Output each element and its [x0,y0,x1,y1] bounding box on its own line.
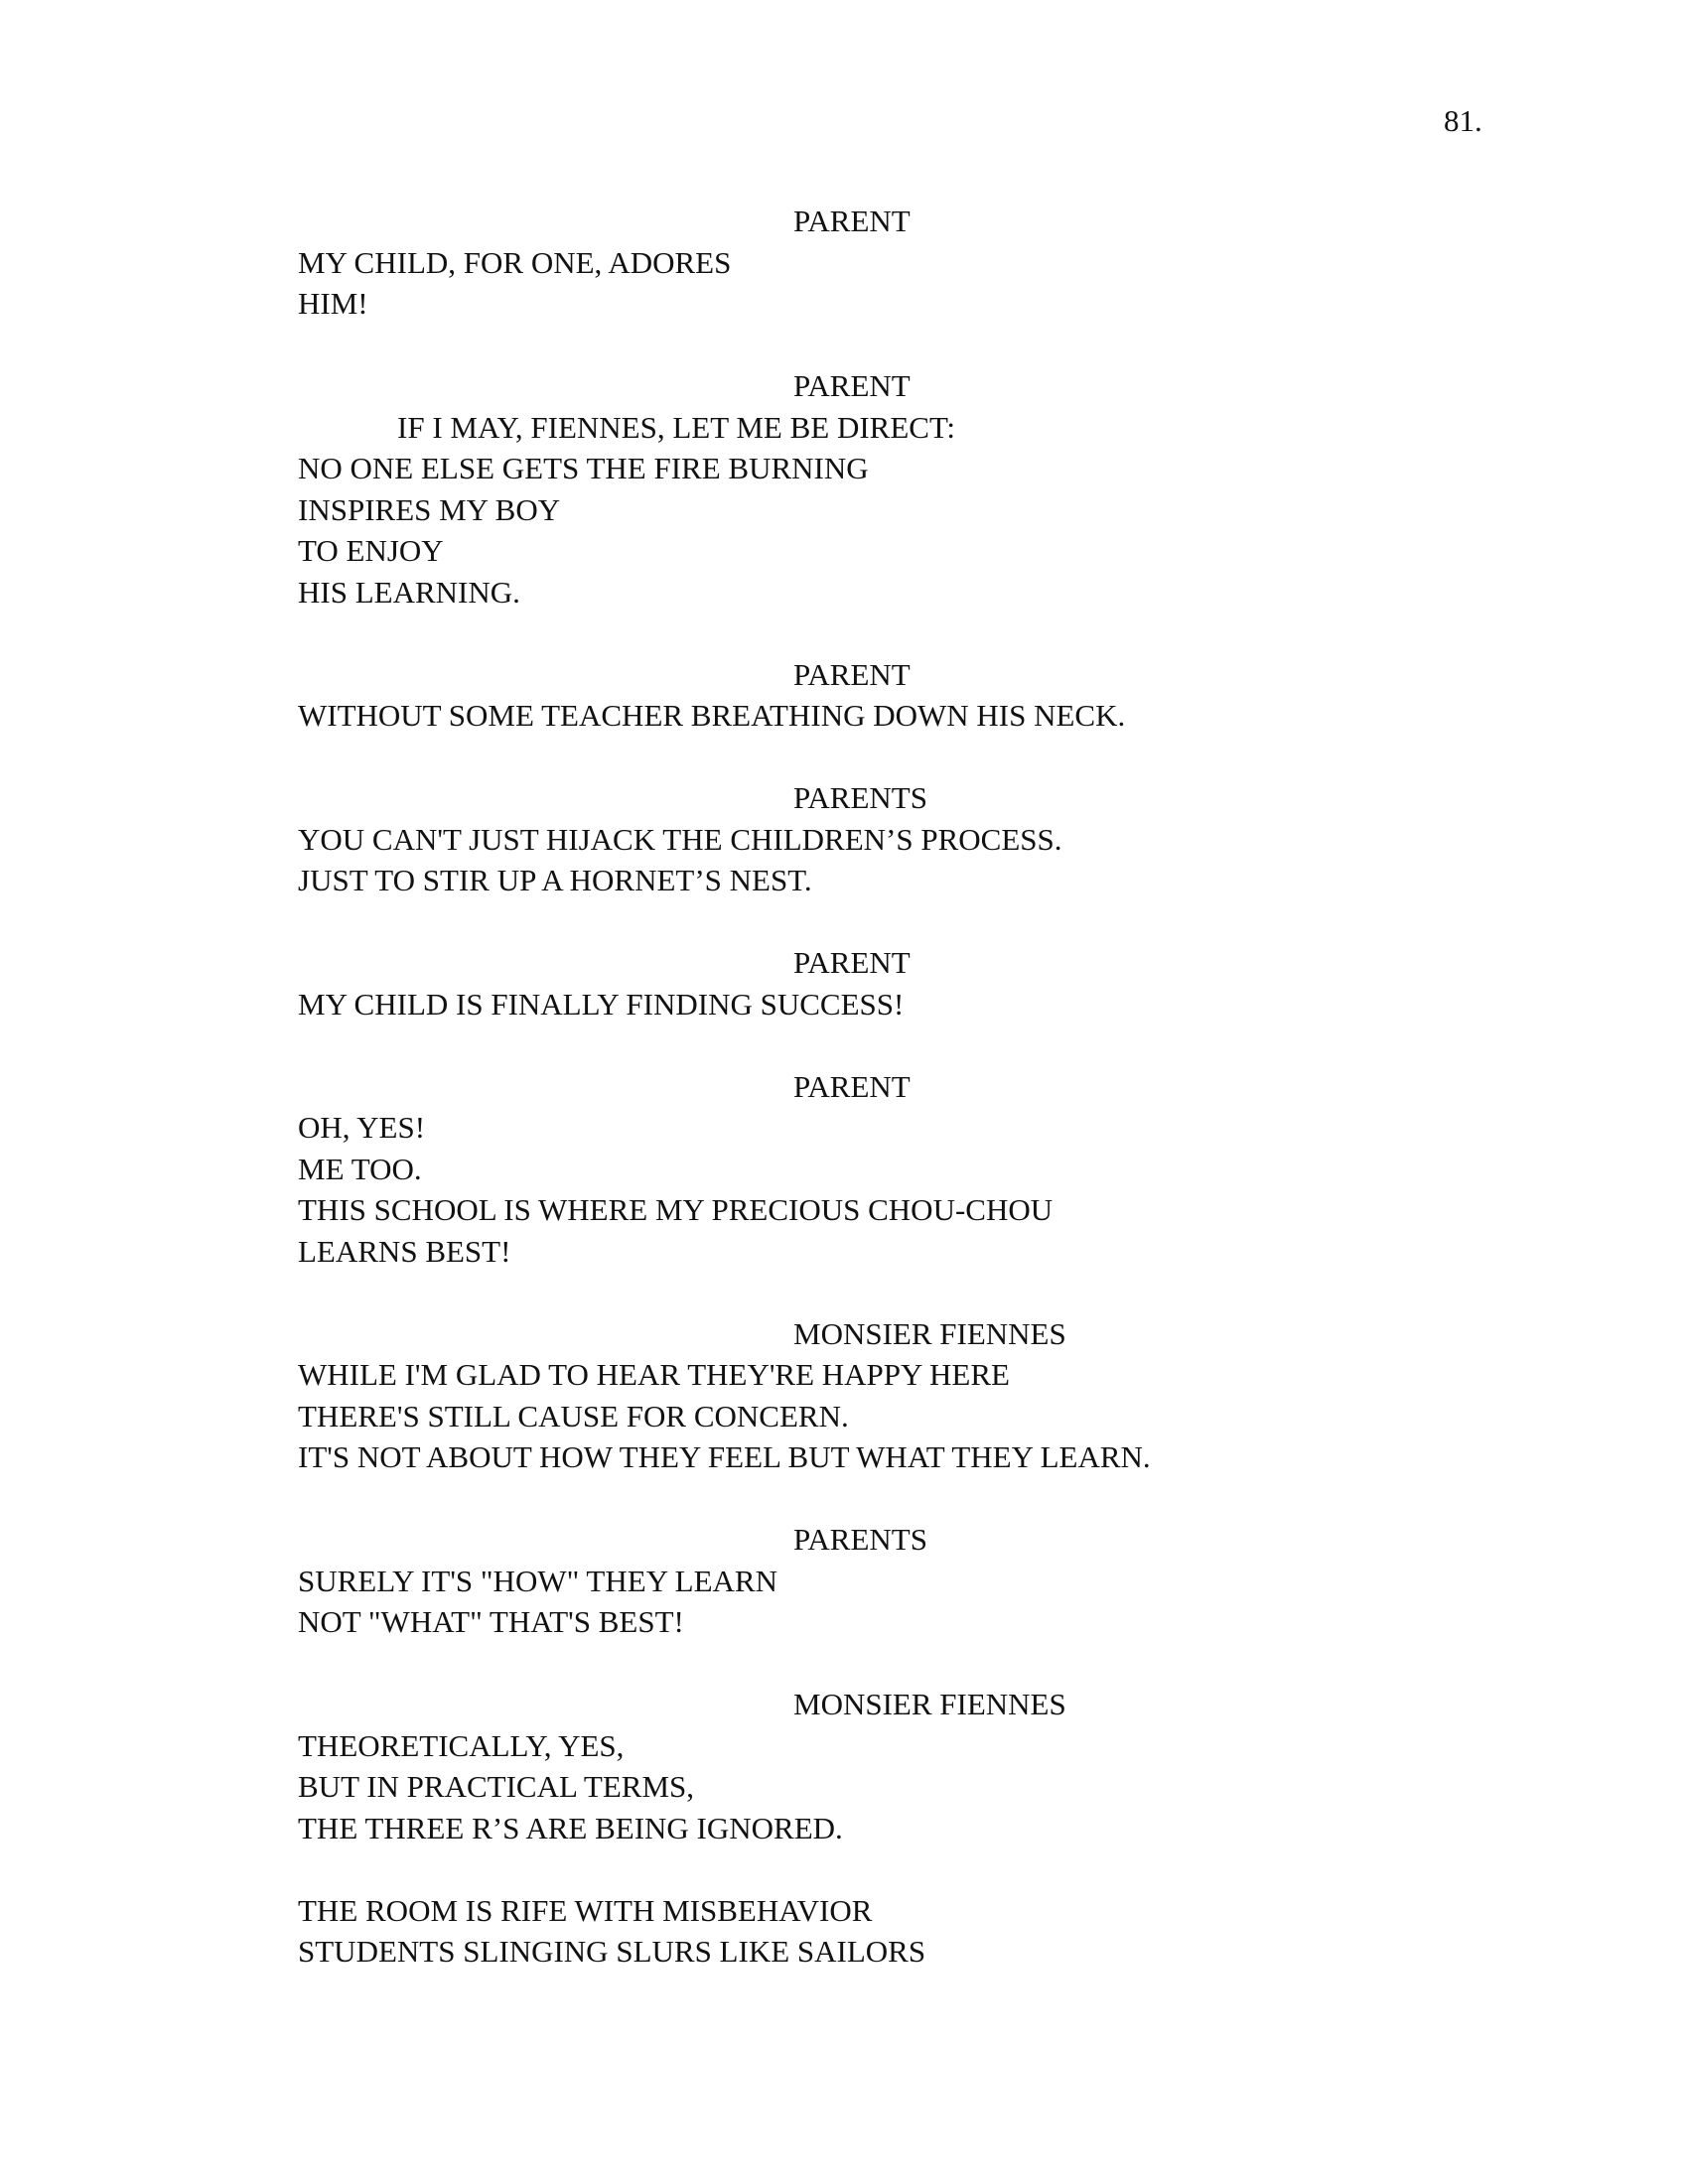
lyric-line: SURELY IT'S "HOW" THEY LEARN [298,1563,777,1598]
dialogue-block [298,1519,1549,1643]
lyric-line: IT'S NOT ABOUT HOW THEY FEEL BUT WHAT THEY LEARN. [298,1439,1151,1474]
dialogue-block [298,201,1549,325]
lyric-line: YOU CAN'T JUST HIJACK THE CHILDREN’S PROCESS. [298,821,1062,857]
character-name: PARENT [793,204,911,238]
lyric-line: TO ENJOY [298,533,444,568]
dialogue-block [298,654,1549,737]
dialogue-block [298,365,1549,613]
lyric-line: THIS SCHOOL IS WHERE MY PRECIOUS CHOU-CHOU [298,1192,1054,1227]
lyric-line: NO ONE ELSE GETS THE FIRE BURNING [298,451,869,485]
character-name: MONSIER FIENNES [793,1687,1066,1721]
lyric-line: THE ROOM IS RIFE WITH MISBEHAVIOR [298,1892,873,1928]
dialogue-block [298,1066,1549,1273]
lyric-line: WITHOUT SOME TEACHER BREATHING DOWN HIS NECK. [298,698,1126,733]
character-name: MONSIER FIENNES [793,1315,1066,1351]
lyric-line: WHILE I'M GLAD TO HEAR THEY'RE HAPPY HERE [298,1357,1010,1392]
character-name: PARENTS [793,780,927,815]
dialogue-block [298,1313,1549,1478]
lyric-line: THE THREE R’S ARE BEING IGNORED. [298,1810,843,1845]
lyric-line: JUST TO STIR UP A HORNET’S NEST. [298,863,812,897]
character-name: PARENT [793,656,911,692]
page-number: 81. [1444,103,1482,138]
lyric-line: NOT "WHAT" THAT'S BEST! [298,1604,684,1639]
lyric-line: THERE'S STILL CAUSE FOR CONCERN. [298,1398,849,1433]
character-name: PARENTS [793,1522,927,1557]
lyric-line: OH, YES! [298,1110,426,1145]
lyric-line: HIS LEARNING. [298,574,520,610]
lyric-line: HIM! [298,286,368,321]
dialogue-block [298,777,1549,901]
character-name: PARENT [793,1068,911,1104]
lyric-line: ME TOO. [298,1151,422,1186]
lyric-line: STUDENTS SLINGING SLURS LIKE SAILORS [298,1934,926,1969]
lyric-line: MY CHILD IS FINALLY FINDING SUCCESS! [298,986,905,1022]
lyric-line: THEORETICALLY, YES, [298,1727,625,1763]
lyric-line: INSPIRES MY BOY [298,491,561,527]
lyric-line: MY CHILD, FOR ONE, ADORES [298,244,732,280]
character-name: PARENT [793,368,911,403]
lyric-line: BUT IN PRACTICAL TERMS, [298,1769,695,1804]
script-body [298,201,1549,2013]
lyric-line: LEARNS BEST! [298,1233,511,1269]
dialogue-block [298,942,1549,1024]
lyric-line: IF I MAY, FIENNES, LET ME BE DIRECT: [397,409,955,445]
lyric-stanza [298,1890,1549,1973]
character-name: PARENT [793,945,911,980]
dialogue-block [298,1684,1549,1848]
